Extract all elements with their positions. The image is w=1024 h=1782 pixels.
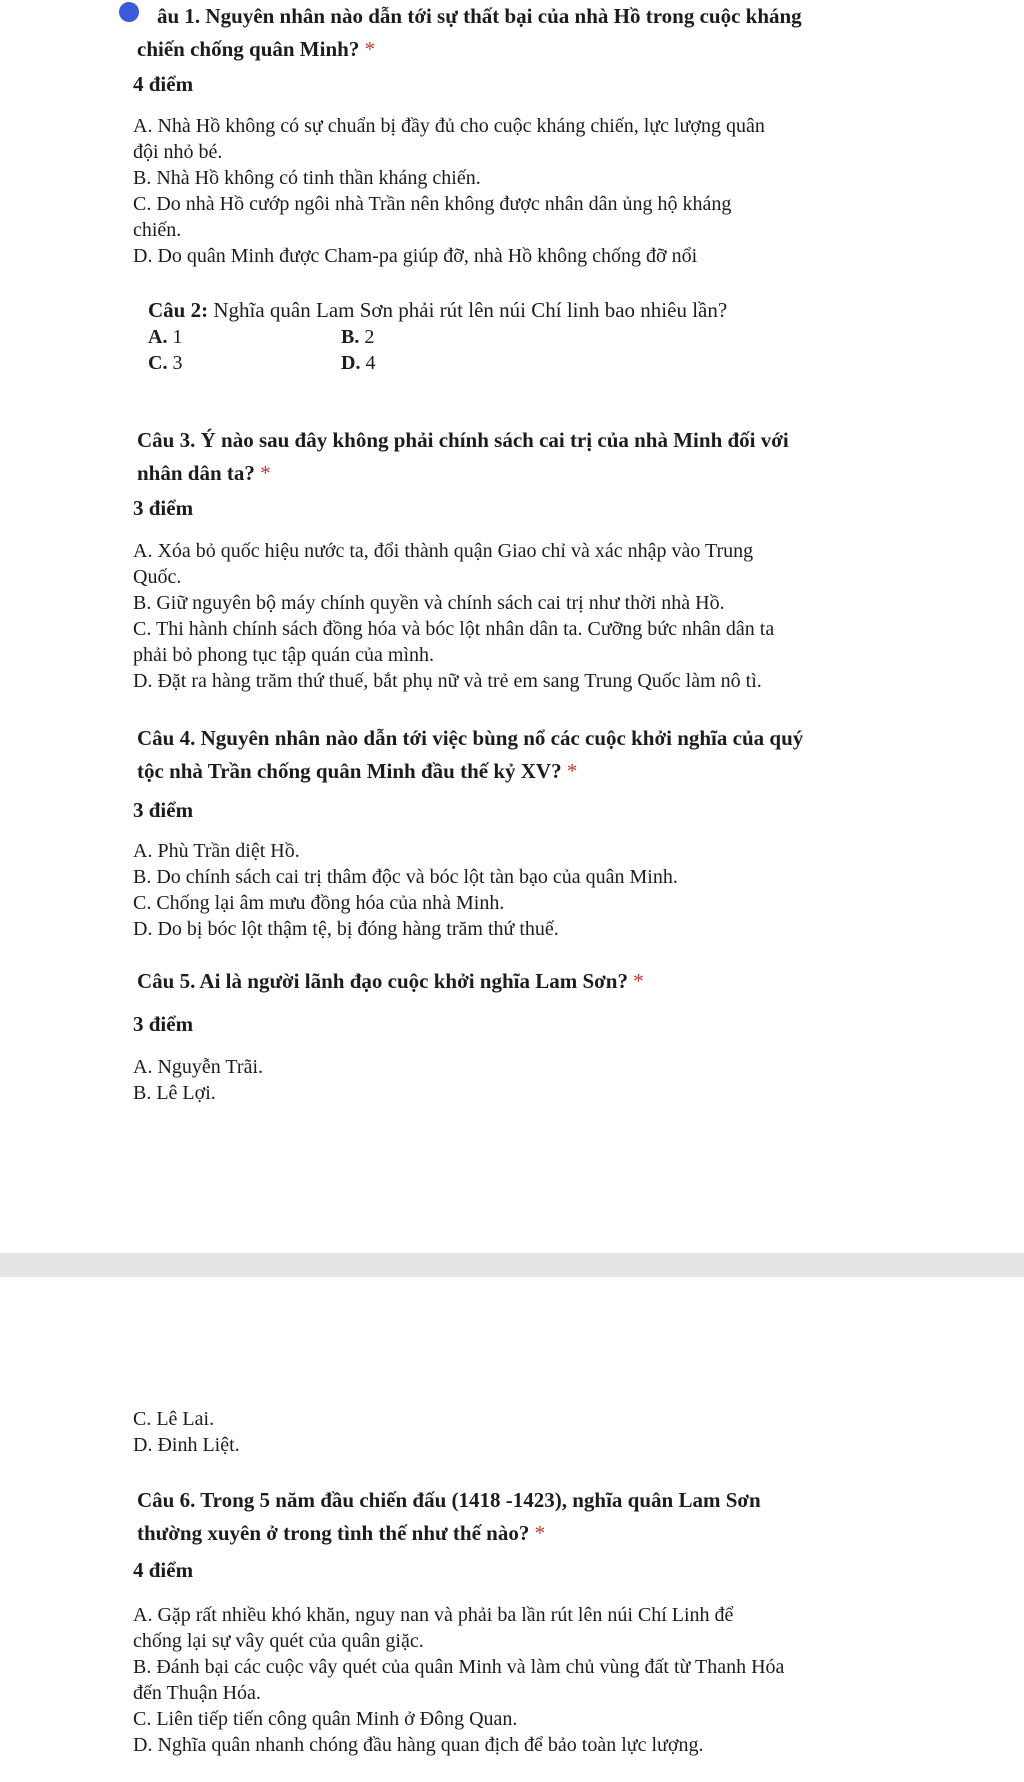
chat-bubble-icon <box>119 2 139 22</box>
option-c[interactable]: C. Do nhà Hồ cướp ngôi nhà Trần nên không được nhân dân ủng hộ kháng chiến. <box>133 193 732 241</box>
option-d[interactable]: D. 4 <box>341 352 376 374</box>
question-3-title-line1: Câu 3. Ý nào sau đây không phải chính sách cai trị của nhà Minh đối với <box>137 428 789 452</box>
option-c[interactable]: C. 3 <box>148 352 183 374</box>
option-c[interactable]: C. Liên tiếp tiến công quân Minh ở Đông Quan. <box>133 1708 518 1730</box>
question-5-points: 3 điểm <box>133 1012 194 1036</box>
question-5-options-bottom <box>0 1406 1024 1458</box>
question-6-points: 4 điểm <box>133 1558 194 1582</box>
option-a[interactable]: A. Nguyễn Trãi. <box>133 1056 264 1078</box>
option-c[interactable]: C. Thi hành chính sách đồng hóa và bóc lột nhân dân ta. Cưỡng bức nhân dân ta phải bỏ phong tục tập quán của mình. <box>133 618 775 666</box>
question-4 <box>0 722 1024 788</box>
question-6-title-line2: thường xuyên ở trong tình thế như thế nào? * <box>137 1521 546 1545</box>
question-1-title-line1: âu 1. Nguyên nhân nào dẫn tới sự thất bại của nhà Hồ trong cuộc kháng <box>157 4 802 28</box>
required-mark: * <box>534 1521 546 1545</box>
required-mark: * <box>633 969 644 993</box>
question-6-options <box>0 1602 1024 1758</box>
question-3-points: 3 điểm <box>133 496 194 520</box>
question-3 <box>0 424 1024 490</box>
option-a[interactable]: A. Xóa bỏ quốc hiệu nước ta, đổi thành quận Giao chỉ và xác nhập vào Trung Quốc. <box>133 540 754 588</box>
question-5-title: Câu 5. Ai là người lãnh đạo cuộc khởi nghĩa Lam Sơn? * <box>137 969 644 993</box>
question-2-title: Câu 2: Nghĩa quân Lam Sơn phải rút lên núi Chí linh bao nhiêu lần? <box>148 298 728 322</box>
question-6-title-line1: Câu 6. Trong 5 năm đầu chiến đấu (1418 -1423), nghĩa quân Lam Sơn <box>137 1488 761 1512</box>
question-1-title-line2: chiến chống quân Minh? * <box>137 37 376 61</box>
option-a[interactable]: A. Gặp rất nhiều khó khăn, nguy nan và phải ba lần rút lên núi Chí Linh để chống lại sự vây quét của quân giặc. <box>133 1604 734 1652</box>
required-mark: * <box>364 37 376 61</box>
question-3-options <box>0 538 1024 694</box>
option-b[interactable]: B. 2 <box>341 326 375 348</box>
question-4-title-line2: tộc nhà Trần chống quân Minh đầu thế kỷ XV? * <box>137 759 578 783</box>
option-a[interactable]: A. Phù Trần diệt Hồ. <box>133 840 300 862</box>
option-d[interactable]: D. Do bị bóc lột thậm tệ, bị đóng hàng trăm thứ thuế. <box>133 918 559 940</box>
divider <box>0 1253 1024 1277</box>
option-b[interactable]: B. Giữ nguyên bộ máy chính quyền và chính sách cai trị như thời nhà Hồ. <box>133 592 725 614</box>
option-d[interactable]: D. Đặt ra hàng trăm thứ thuế, bắt phụ nữ và trẻ em sang Trung Quốc làm nô tì. <box>133 670 762 692</box>
option-d[interactable]: D. Nghĩa quân nhanh chóng đầu hàng quan địch để bảo toàn lực lượng. <box>133 1734 704 1756</box>
question-1 <box>0 0 1024 66</box>
option-b[interactable]: B. Đánh bại các cuộc vây quét của quân Minh và làm chủ vùng đất từ Thanh Hóa đến Thuận Hóa. <box>133 1656 785 1704</box>
question-5 <box>0 965 1024 998</box>
question-4-options <box>0 838 1024 942</box>
question-6 <box>0 1484 1024 1550</box>
question-1-points: 4 điểm <box>133 72 194 96</box>
option-d[interactable]: D. Đinh Liệt. <box>133 1434 240 1456</box>
option-c[interactable]: C. Chống lại âm mưu đồng hóa của nhà Minh. <box>133 892 505 914</box>
question-5-options-top <box>0 1054 1024 1106</box>
required-mark: * <box>260 461 271 485</box>
question-1-options <box>0 113 1024 269</box>
question-4-points: 3 điểm <box>133 798 194 822</box>
option-a[interactable]: A. Nhà Hồ không có sự chuẩn bị đầy đủ cho cuộc kháng chiến, lực lượng quân đội nhỏ bé. <box>133 115 765 163</box>
question-2 <box>0 296 1024 376</box>
option-a[interactable]: A. 1 <box>148 326 183 348</box>
option-b[interactable]: B. Do chính sách cai trị thâm độc và bóc lột tàn bạo của quân Minh. <box>133 866 678 888</box>
option-b[interactable]: B. Nhà Hồ không có tinh thần kháng chiến. <box>133 167 481 189</box>
option-c[interactable]: C. Lê Lai. <box>133 1408 215 1430</box>
option-d[interactable]: D. Do quân Minh được Cham-pa giúp đỡ, nhà Hồ không chống đỡ nổi <box>133 245 698 267</box>
question-4-title-line1: Câu 4. Nguyên nhân nào dẫn tới việc bùng nổ các cuộc khởi nghĩa của quý <box>137 726 804 750</box>
question-2-options <box>0 324 1024 376</box>
required-mark: * <box>566 759 578 783</box>
question-3-title-line2: nhân dân ta? * <box>137 461 271 485</box>
option-b[interactable]: B. Lê Lợi. <box>133 1082 216 1104</box>
